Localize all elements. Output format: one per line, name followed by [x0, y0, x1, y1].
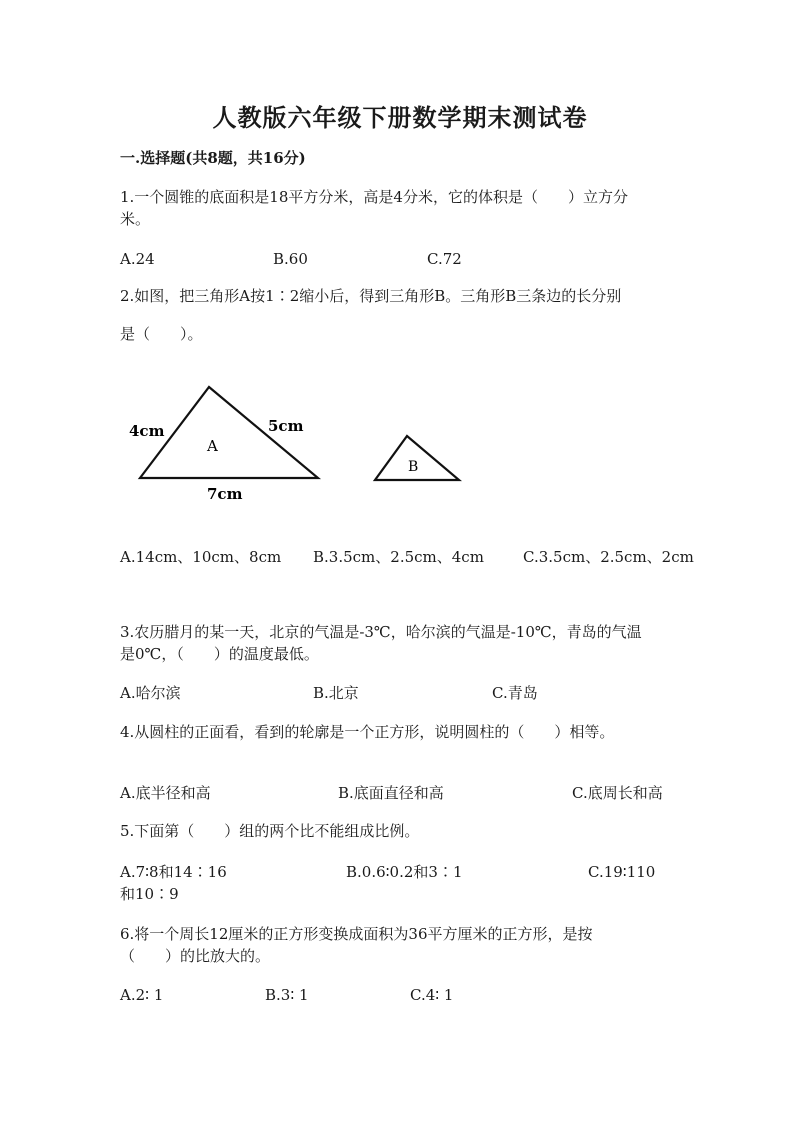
question-4-option-c[interactable]: C.底周长和高 — [572, 784, 663, 802]
question-3-option-a[interactable]: A.哈尔滨 — [120, 684, 181, 702]
question-1-option-a[interactable]: A.24 — [120, 250, 155, 268]
question-5-line-1: 5.下面第（ ）组的两个比不能组成比例。 — [120, 822, 420, 840]
question-4-option-a[interactable]: A.底半径和高 — [120, 784, 211, 802]
question-5-option-c[interactable]: C.19∶110 — [588, 863, 656, 881]
triangle-a-bottom-side-label: 7cm — [207, 485, 243, 503]
question-6-option-a[interactable]: A.2∶ 1 — [120, 986, 164, 1004]
question-1-line-2: 米。 — [120, 210, 151, 228]
question-3-line-2: 是0℃，（ ）的温度最低。 — [120, 645, 319, 663]
question-5-option-b[interactable]: B.0.6∶0.2和3∶1 — [346, 863, 463, 881]
triangle-a-left-side-label: 4cm — [129, 422, 165, 440]
question-3-option-b[interactable]: B.北京 — [313, 684, 359, 702]
triangle-a-right-side-label: 5cm — [268, 417, 304, 435]
question-2-line-2: 是（ ）。 — [120, 325, 203, 343]
question-5-option-c-continuation: 和10∶9 — [120, 885, 179, 903]
page-title: 人教版六年级下册数学期末测试卷 — [212, 103, 588, 132]
question-5-option-a[interactable]: A.7∶8和14∶16 — [120, 863, 227, 881]
triangle-a-label: A — [207, 437, 218, 455]
question-2-option-c[interactable]: C.3.5cm、2.5cm、2cm — [523, 548, 694, 566]
triangles-figure — [110, 370, 480, 510]
question-6-option-b[interactable]: B.3∶ 1 — [265, 986, 309, 1004]
question-2-option-a[interactable]: A.14cm、10cm、8cm — [120, 548, 282, 566]
question-6-option-c[interactable]: C.4∶ 1 — [410, 986, 454, 1004]
question-4-option-b[interactable]: B.底面直径和高 — [338, 784, 444, 802]
question-1-option-b[interactable]: B.60 — [273, 250, 308, 268]
question-1-option-c[interactable]: C.72 — [427, 250, 462, 268]
section-heading: 一.选择题(共8题，共16分) — [120, 149, 306, 167]
triangle-b-label: B — [408, 459, 419, 475]
question-3-option-c[interactable]: C.青岛 — [492, 684, 538, 702]
question-6-line-1: 6.将一个周长12厘米的正方形变换成面积为36平方厘米的正方形，是按 — [120, 925, 593, 943]
question-2-option-b[interactable]: B.3.5cm、2.5cm、4cm — [313, 548, 484, 566]
question-4-line-1: 4.从圆柱的正面看，看到的轮廓是一个正方形，说明圆柱的（ ）相等。 — [120, 723, 615, 741]
question-2-line-1: 2.如图，把三角形A按1∶2缩小后，得到三角形B。三角形B三条边的长分别 — [120, 287, 622, 305]
question-1-line-1: 1.一个圆锥的底面积是18平方分米，高是4分米，它的体积是（ ）立方分 — [120, 188, 628, 206]
question-6-line-2: （ ）的比放大的。 — [120, 947, 271, 965]
question-3-line-1: 3.农历腊月的某一天，北京的气温是-3℃，哈尔滨的气温是-10℃，青岛的气温 — [120, 623, 642, 641]
